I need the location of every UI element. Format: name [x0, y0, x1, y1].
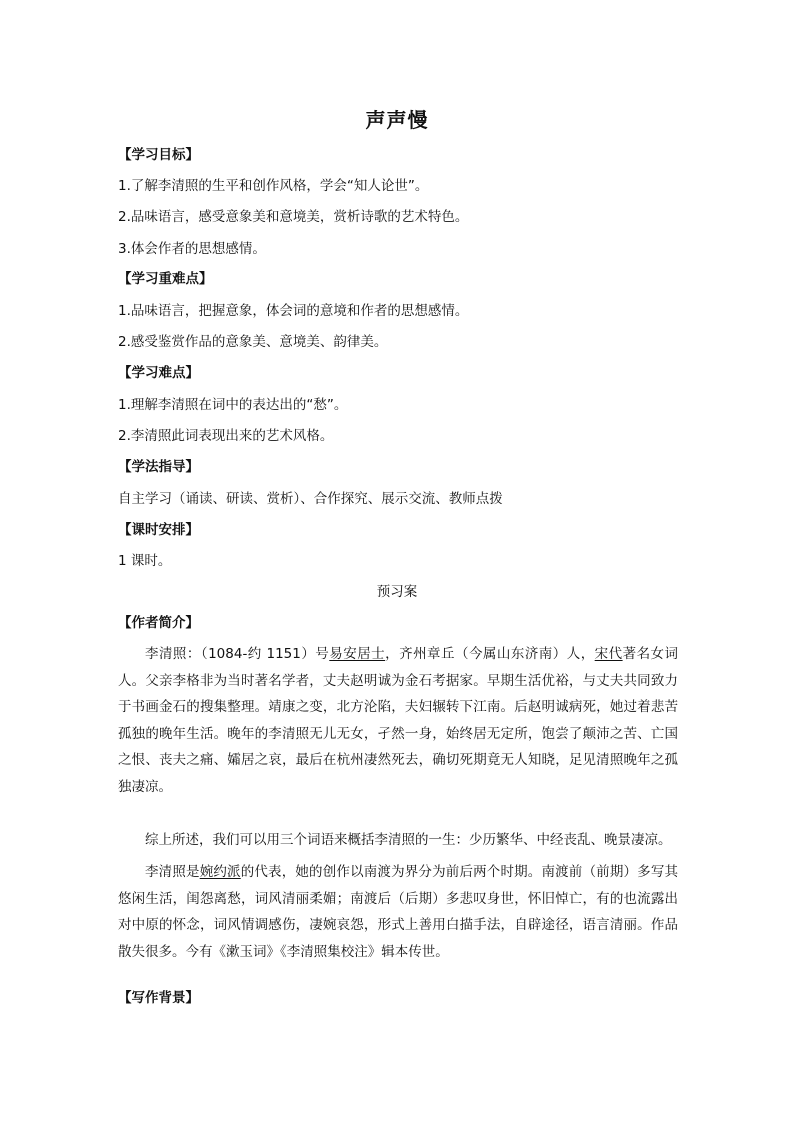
goal-item-3: 3.体会作者的思想感情。 — [118, 241, 266, 257]
section-heading-key-points: 【学习重难点】 — [118, 271, 213, 287]
key-point-item-2: 2.感受鉴赏作品的意象美、意境美、韵律美。 — [118, 334, 388, 350]
author-paragraph-1 — [118, 641, 678, 800]
schedule-text: 1 课时。 — [118, 553, 172, 569]
school-link[interactable]: 婉约派 — [199, 864, 241, 880]
author-p1-text-c: ，齐州章丘（今属山东济南）人， — [385, 646, 595, 662]
section-heading-method: 【学法指导】 — [118, 459, 199, 475]
author-alias-link[interactable]: 易安居士 — [329, 646, 386, 662]
section-heading-schedule: 【课时安排】 — [118, 522, 199, 538]
difficulty-item-1: 1.理解李清照在词中的表达出的“愁”。 — [118, 397, 348, 413]
difficulty-item-2: 2.李清照此词表现出来的艺术风格。 — [118, 428, 334, 444]
preview-section-title: 预习案 — [376, 584, 418, 600]
section-heading-background: 【写作背景】 — [118, 990, 199, 1006]
section-heading-difficulties: 【学习难点】 — [118, 365, 199, 381]
method-text: 自主学习（诵读、研读、赏析）、合作探究、展示交流、教师点拨 — [118, 491, 503, 507]
section-heading-author: 【作者简介】 — [118, 615, 199, 631]
author-p1-text-a: 李清照：（1084-约 1151）号 — [145, 646, 330, 662]
key-point-item-1: 1.品味语言，把握意象，体会词的意境和作者的思想感情。 — [118, 303, 469, 319]
goal-item-1: 1.了解李清照的生平和创作风格，学会“知人论世”。 — [118, 178, 429, 194]
author-p3-text-c: 的代表，她的创作以南渡为界分为前后两个时期。南渡前（前期）多写其悠闲生活，闺怨离愁，词风清丽柔媚；南渡后（后期）多悲叹身世，怀旧悼亡，有的也流露出对中原的怀念，词风情调感伤，凄婉哀怨，形式上善用白描手法，自辟途径，语言清丽。作品散失很多。今有《漱玉词》《李清照集校注》辑本传世。 — [118, 864, 679, 960]
author-p1-text-e: 著名女词人。父亲李格非为当时著名学者，丈夫赵明诚为金石考据家。早期生活优裕，与丈夫共同致力于书画金石的搜集整理。靖康之变，北方沦陷，夫妇辗转下江南。后赵明诚病死，她过着悲苦孤独的晚年生活。晚年的李清照无儿无女，孑然一身，始终居无定所，饱尝了颠沛之苦、亡国之恨、丧夫之痛、孀居之哀，最后在杭州凄然死去，确切死期竟无人知晓，足见清照晚年之孤独凄凉。 — [118, 646, 679, 795]
goal-item-2: 2.品味语言，感受意象美和意境美，赏析诗歌的艺术特色。 — [118, 209, 469, 225]
author-paragraph-2: 综上所述，我们可以用三个词语来概括李清照的一生：少历繁华、中经丧乱、晚景凄凉。 — [145, 832, 672, 848]
section-heading-goals: 【学习目标】 — [118, 147, 199, 163]
dynasty-link[interactable]: 宋代 — [594, 646, 623, 662]
document-title: 声声慢 — [365, 108, 429, 132]
author-p3-text-a: 李清照是 — [145, 864, 200, 880]
author-paragraph-3 — [118, 859, 678, 965]
